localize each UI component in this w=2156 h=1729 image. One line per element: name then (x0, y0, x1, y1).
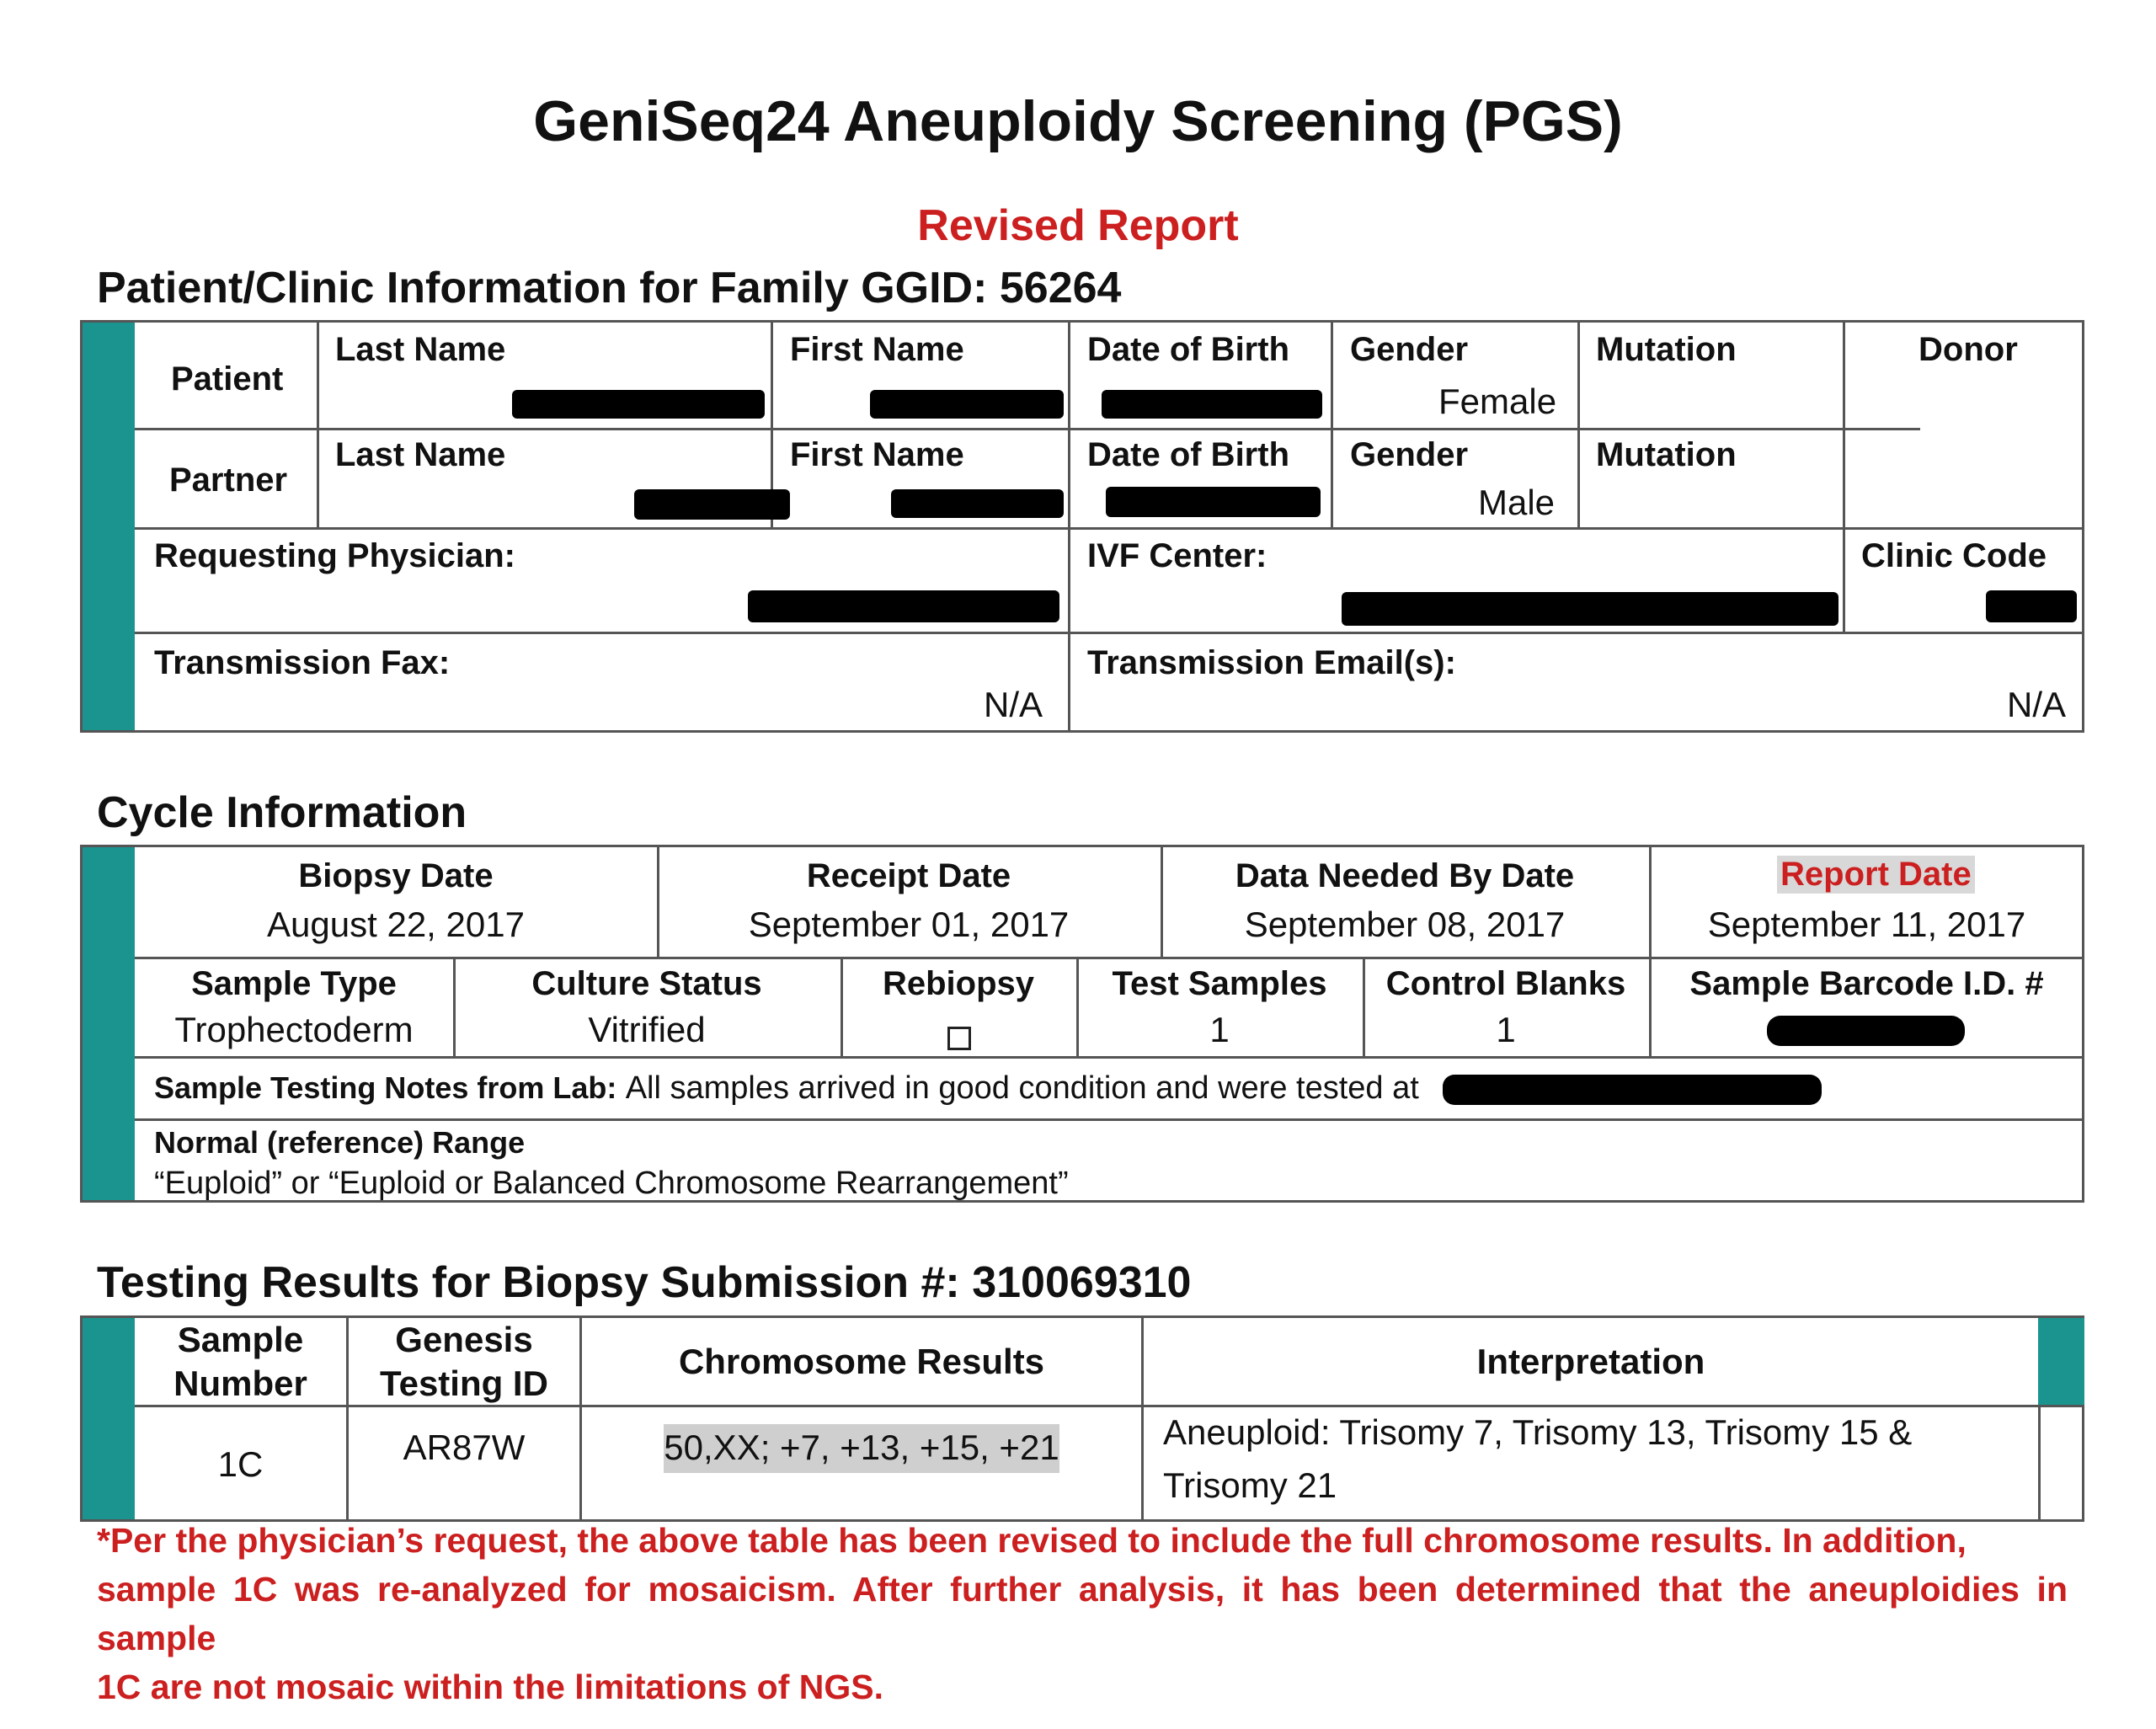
report-title: GeniSeq24 Aneuploidy Screening (PGS) (533, 89, 1623, 153)
interpretation-line2: Trisomy 21 (1163, 1465, 1337, 1505)
data-needed-value: September 08, 2017 (1244, 905, 1566, 944)
patient-last-name-label: Last Name (335, 331, 506, 368)
requesting-physician-label: Requesting Physician: (154, 537, 515, 574)
col-sample-line1: Sample (177, 1320, 304, 1359)
col-sample-line2: Number (173, 1363, 307, 1403)
control-blanks-label: Control Blanks (1385, 965, 1626, 1002)
patient-section-heading: Patient/Clinic Information for Family GGID: 56264 (97, 264, 1122, 312)
footnote-line2: sample 1C was re-analyzed for mosaicism. After further analysis, it has been determined that the aneuploidies in sample (97, 1570, 2068, 1657)
partner-gender-label: Gender (1350, 436, 1469, 473)
sample-barcode-label: Sample Barcode I.D. # (1689, 965, 2044, 1002)
patient-label: Patient (171, 360, 284, 398)
patient-mutation-label: Mutation (1596, 331, 1737, 368)
partner-first-name-label: First Name (790, 436, 964, 473)
report-date-label: Report Date (1777, 856, 1975, 894)
partner-dob-label: Date of Birth (1087, 436, 1289, 473)
revised-report-label: Revised Report (917, 201, 1239, 250)
teal-bar (83, 847, 135, 1200)
revision-footnote (97, 1516, 2068, 1711)
col-genesis-line2: Testing ID (380, 1363, 548, 1403)
testing-id-value: AR87W (403, 1427, 526, 1467)
control-blanks-value: 1 (1496, 1010, 1516, 1049)
sample-type-label: Sample Type (191, 965, 397, 1002)
clinic-code-label: Clinic Code (1861, 537, 2047, 574)
patient-dob-label: Date of Birth (1087, 331, 1289, 368)
col-interpretation: Interpretation (1476, 1342, 1705, 1381)
patient-clinic-table (80, 320, 2084, 733)
redacted-barcode (1767, 1016, 1965, 1046)
partner-gender-value: Male (1478, 483, 1556, 522)
redacted-patient-first-name (870, 390, 1064, 419)
teal-bar-left (83, 1318, 135, 1519)
col-chromosome-results: Chromosome Results (678, 1342, 1045, 1381)
redacted-lab-location (1443, 1075, 1822, 1105)
rebiopsy-label: Rebiopsy (882, 965, 1035, 1002)
footnote-line3: 1C are not mosaic within the limitations of NGS. (97, 1668, 884, 1706)
rebiopsy-checkbox[interactable] (947, 1027, 971, 1050)
redacted-patient-dob (1102, 390, 1322, 419)
sample-type-value: Trophectoderm (174, 1010, 414, 1049)
receipt-date-value: September 01, 2017 (748, 905, 1070, 944)
transmission-fax-label: Transmission Fax: (154, 644, 451, 681)
redacted-physician (748, 590, 1059, 622)
redacted-patient-last-name (512, 390, 765, 419)
redacted-partner-last-name (634, 489, 790, 520)
test-samples-value: 1 (1209, 1010, 1230, 1049)
patient-gender-value: Female (1438, 382, 1557, 421)
test-samples-label: Test Samples (1112, 965, 1327, 1002)
culture-status-label: Culture Status (531, 965, 762, 1002)
chromosome-results-value: 50,XX; +7, +13, +15, +21 (664, 1427, 1059, 1467)
sample-number-value: 1C (217, 1444, 264, 1484)
cycle-information-table (80, 845, 2084, 1203)
patient-first-name-label: First Name (790, 331, 964, 368)
notes-label: Sample Testing Notes from Lab: (154, 1070, 617, 1105)
notes-text: All samples arrived in good condition and were tested at (625, 1070, 1419, 1106)
report-date-value: September 11, 2017 (1707, 905, 2026, 944)
partner-label: Partner (169, 462, 288, 499)
results-section-heading: Testing Results for Biopsy Submission #: 310069310 (97, 1258, 1192, 1307)
redacted-ivf-center (1342, 592, 1838, 626)
transmission-email-label: Transmission Email(s): (1087, 644, 1456, 681)
col-genesis-line1: Genesis (395, 1320, 533, 1359)
partner-last-name-label: Last Name (335, 436, 506, 473)
patient-gender-label: Gender (1350, 331, 1469, 368)
sample-testing-notes (154, 1070, 1419, 1107)
col-genesis-testing-id (349, 1318, 579, 1406)
teal-bar-right (2038, 1318, 2084, 1406)
testing-results-table (80, 1315, 2084, 1522)
col-sample-number (135, 1318, 346, 1406)
transmission-email-value: N/A (2007, 685, 2067, 724)
redacted-partner-dob (1106, 487, 1321, 517)
interpretation-line1: Aneuploid: Trisomy 7, Trisomy 13, Trisomy 15 & (1163, 1412, 1913, 1452)
donor-label: Donor (1919, 331, 2018, 368)
data-needed-label: Data Needed By Date (1235, 857, 1575, 894)
biopsy-date-label: Biopsy Date (298, 857, 494, 894)
ivf-center-label: IVF Center: (1087, 537, 1267, 574)
normal-range-label: Normal (reference) Range (154, 1125, 526, 1160)
culture-status-value: Vitrified (588, 1010, 706, 1049)
cycle-section-heading: Cycle Information (97, 788, 467, 837)
redacted-partner-first-name (891, 489, 1064, 518)
redacted-clinic-code (1986, 590, 2077, 622)
partner-mutation-label: Mutation (1596, 436, 1737, 473)
teal-bar (83, 323, 135, 730)
transmission-fax-value: N/A (984, 685, 1043, 724)
biopsy-date-value: August 22, 2017 (267, 905, 525, 944)
normal-range-text: “Euploid” or “Euploid or Balanced Chromosome Rearrangement” (154, 1166, 1069, 1201)
receipt-date-label: Receipt Date (806, 857, 1011, 894)
footnote-line1: *Per the physician’s request, the above table has been revised to include the full chromosome results. In addition, (97, 1521, 1967, 1560)
